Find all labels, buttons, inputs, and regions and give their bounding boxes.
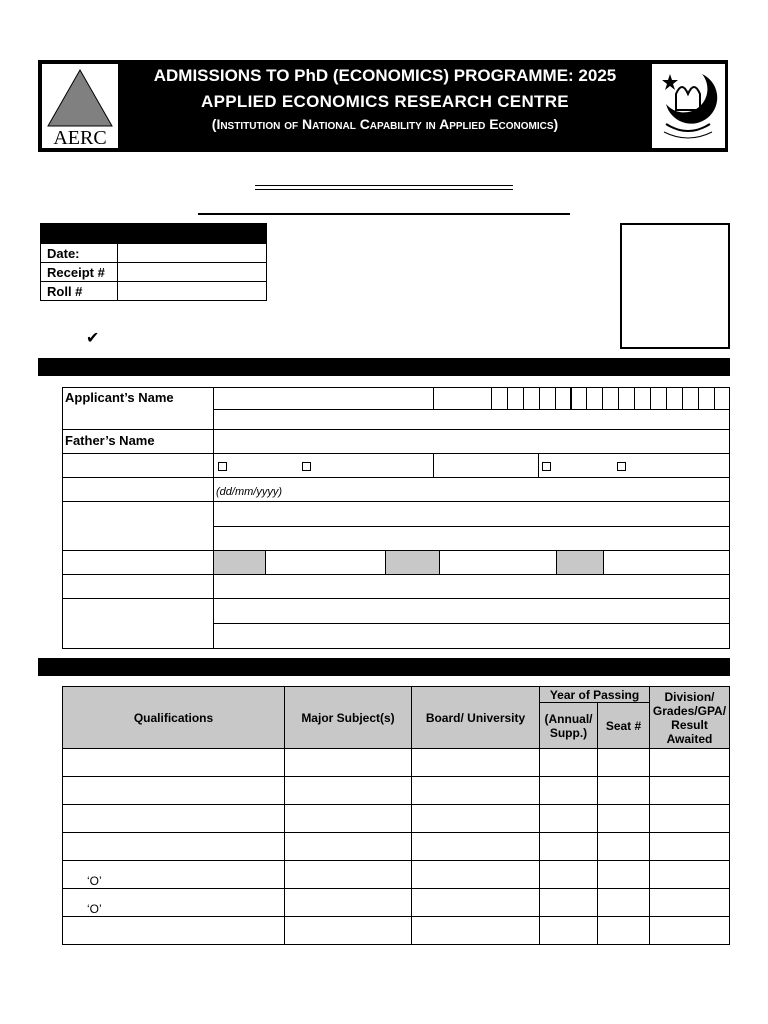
qual-cell[interactable] — [285, 777, 412, 805]
applicant-name-field-2[interactable] — [433, 387, 492, 410]
qual-cell[interactable] — [598, 889, 650, 917]
qual-cell[interactable] — [540, 749, 598, 777]
date-label: Date: — [41, 244, 118, 263]
aerc-logo — [40, 62, 120, 150]
qual-cell[interactable] — [650, 889, 730, 917]
father-name-label: Father’s Name — [65, 433, 155, 448]
digit-box[interactable] — [650, 387, 667, 410]
table-row — [63, 777, 730, 805]
checkmark-icon: ✔ — [86, 330, 100, 347]
digit-box[interactable] — [555, 387, 572, 410]
qual-cell[interactable] — [540, 805, 598, 833]
extra-field-1[interactable] — [213, 599, 730, 623]
qual-cell[interactable] — [540, 889, 598, 917]
qual-cell[interactable] — [63, 777, 285, 805]
applicant-name-field[interactable] — [213, 387, 434, 410]
qual-cell[interactable] — [412, 805, 540, 833]
qual-cell[interactable] — [540, 917, 598, 945]
grid-line — [538, 453, 539, 477]
digit-box[interactable] — [571, 387, 588, 410]
photo-box[interactable] — [620, 223, 730, 349]
qualifications-section-band — [38, 658, 730, 676]
col-major-subjects: Major Subject(s) — [285, 687, 412, 749]
qual-cell[interactable] — [63, 889, 285, 917]
grid-line — [433, 453, 434, 477]
logo-text: AERC — [53, 127, 107, 148]
extra-field-2[interactable] — [213, 624, 730, 648]
qual-cell[interactable] — [412, 833, 540, 861]
qualifications-table — [62, 686, 730, 945]
date-field[interactable] — [118, 244, 267, 263]
qual-cell[interactable] — [63, 917, 285, 945]
university-emblem-icon — [650, 62, 727, 150]
qual-cell[interactable] — [63, 861, 285, 889]
qual-cell[interactable] — [598, 917, 650, 945]
grey-label-cell-3 — [556, 550, 604, 575]
digit-box[interactable] — [539, 387, 556, 410]
qual-cell[interactable] — [598, 749, 650, 777]
address-field-1[interactable] — [213, 502, 730, 526]
grey-label-cell-1 — [213, 550, 266, 575]
qual-cell[interactable] — [540, 833, 598, 861]
qual-cell[interactable] — [598, 805, 650, 833]
table-row — [63, 833, 730, 861]
qual-cell[interactable] — [412, 889, 540, 917]
qual-cell[interactable] — [63, 749, 285, 777]
col-seat-number: Seat # — [598, 703, 650, 749]
digit-box[interactable] — [618, 387, 635, 410]
digit-box[interactable] — [682, 387, 699, 410]
roll-field[interactable] — [118, 282, 267, 301]
table-row — [63, 917, 730, 945]
applicant-name-label: Applicant’s Name — [65, 390, 174, 405]
qual-cell[interactable] — [63, 805, 285, 833]
option-checkbox-4[interactable] — [617, 462, 626, 471]
father-name-field[interactable] — [213, 430, 730, 453]
qual-cell[interactable] — [285, 861, 412, 889]
qual-cell[interactable] — [63, 833, 285, 861]
qual-cell[interactable] — [540, 777, 598, 805]
qual-cell[interactable] — [650, 777, 730, 805]
table-row — [63, 749, 730, 777]
centre-subtitle: (Institution of National Capability in Applied Economics) — [211, 116, 559, 132]
receipt-label: Receipt # — [41, 263, 118, 282]
col-board-university: Board/ University — [412, 687, 540, 749]
option-checkbox-2[interactable] — [302, 462, 311, 471]
col-division-grades: Division/ Grades/GPA/ Result Awaited — [650, 687, 730, 749]
digit-box[interactable] — [714, 387, 731, 410]
digit-box[interactable] — [602, 387, 619, 410]
grey-label-cell-2 — [385, 550, 440, 575]
digit-box[interactable] — [586, 387, 603, 410]
qual-cell[interactable] — [598, 861, 650, 889]
digit-box[interactable] — [666, 387, 683, 410]
qual-cell[interactable] — [285, 889, 412, 917]
roll-label: Roll # — [41, 282, 118, 301]
digit-box[interactable] — [634, 387, 651, 410]
qual-cell[interactable] — [598, 777, 650, 805]
personal-section-band — [38, 358, 730, 376]
qual-cell[interactable] — [650, 833, 730, 861]
option-checkbox-3[interactable] — [542, 462, 551, 471]
qual-cell[interactable] — [598, 833, 650, 861]
digit-box[interactable] — [507, 387, 524, 410]
o-level-mark-2: ‘O’ — [87, 902, 102, 916]
col-qualifications: Qualifications — [63, 687, 285, 749]
dob-hint: (dd/mm/yyyy) — [216, 486, 282, 498]
centre-title: APPLIED ECONOMICS RESEARCH CENTRE — [201, 92, 569, 111]
table-row — [63, 805, 730, 833]
table-row — [63, 889, 730, 917]
digit-box[interactable] — [491, 387, 508, 410]
qual-cell[interactable] — [285, 833, 412, 861]
title-rule-1 — [255, 185, 513, 186]
contact-field-1[interactable] — [265, 550, 386, 575]
o-level-mark-1: ‘O’ — [87, 874, 102, 888]
qual-cell[interactable] — [285, 749, 412, 777]
grid-line — [62, 477, 730, 478]
option-checkbox-1[interactable] — [218, 462, 227, 471]
qual-cell[interactable] — [412, 749, 540, 777]
address-field-2[interactable] — [213, 527, 730, 550]
qual-cell[interactable] — [412, 861, 540, 889]
qual-cell[interactable] — [285, 805, 412, 833]
table-row — [63, 861, 730, 889]
programme-title: ADMISSIONS TO PhD (ECONOMICS) PROGRAMME: 2025 — [153, 66, 617, 85]
office-header-bar — [40, 223, 267, 243]
col-annual-supp: (Annual/ Supp.) — [540, 703, 598, 749]
contact-field-3[interactable] — [604, 551, 730, 574]
contact-field-2[interactable] — [439, 550, 557, 575]
qual-cell[interactable] — [650, 861, 730, 889]
title-rule-2 — [255, 189, 513, 190]
office-use-box — [40, 223, 267, 301]
qual-cell[interactable] — [650, 917, 730, 945]
receipt-field[interactable] — [118, 263, 267, 282]
grid-line — [62, 453, 730, 454]
subtitle-rule — [198, 213, 570, 215]
qual-cell[interactable] — [412, 917, 540, 945]
email-field[interactable] — [213, 575, 730, 598]
qual-cell[interactable] — [412, 777, 540, 805]
qual-cell[interactable] — [650, 805, 730, 833]
qual-cell[interactable] — [540, 861, 598, 889]
qual-cell[interactable] — [650, 749, 730, 777]
digit-box[interactable] — [523, 387, 540, 410]
col-year-of-passing: Year of Passing — [540, 687, 650, 703]
qual-cell[interactable] — [285, 917, 412, 945]
digit-box[interactable] — [698, 387, 715, 410]
